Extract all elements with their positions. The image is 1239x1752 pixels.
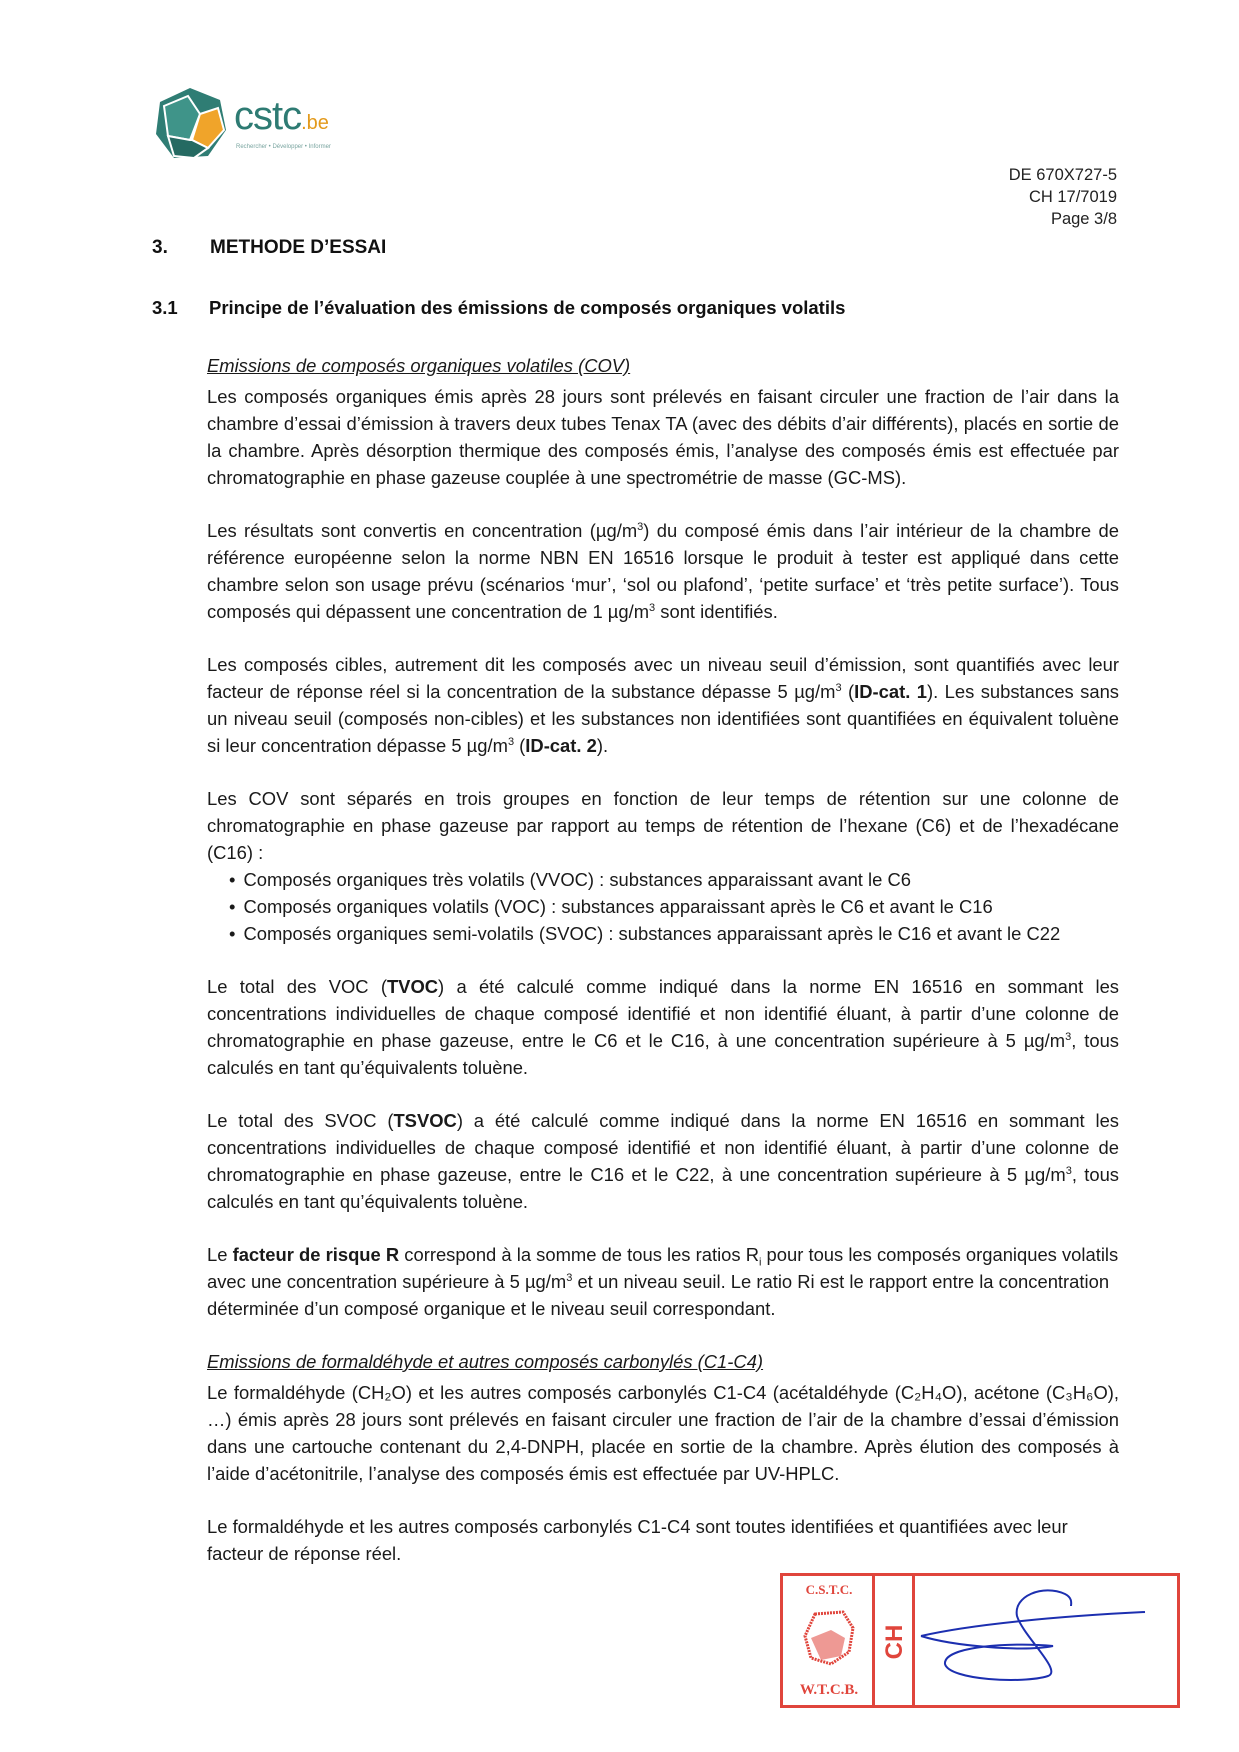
list-item: • Composés organiques semi-volatils (SVOC) : substances apparaissant après le C16 et avant le C22 <box>243 920 1119 947</box>
carbonyl-heading: Emissions de formaldéhyde et autres composés carbonylés (C1-C4) <box>207 1351 764 1372</box>
document-reference <box>1009 164 1117 230</box>
stamp-top-text: C.S.T.C. <box>805 1582 853 1597</box>
file-number: CH 17/7019 <box>1028 188 1117 206</box>
report-number: DE 670X727-5 <box>1008 166 1117 184</box>
tsvoc-paragraph: Le total des SVOC (TSVOC) a été calculé comme indiqué dans la norme EN 16516 en sommant les concentrations individuelles de chaque composé identifié et non identifié éluant, à partir d’une colonne de chromatographie en phase gazeuse, entre le C16 et le C22, à une concentration supérieure à 5 $\mu g/m^3$, tous calculés en tant qu’équivalents toluène. <box>207 1110 1119 1212</box>
list-item: • Composés organiques volatils (VOC) : substances apparaissant après le C6 et avant le C16 <box>243 893 1119 920</box>
logo-tagline: Rechercher • Développer • Informer <box>236 144 331 150</box>
cov-paragraph-sampling: Les composés organiques émis après 28 jours sont prélevés en faisant circuler une fraction de l’air dans la chambre d’essai d’émission à travers deux tubes Tenax TA (avec des débits d’air différents), placés en sortie de la chambre. Après désorption thermique des composés émis, l’analyse des composés émis est effectuée par chromatographie en phase gazeuse couplée à une spectrométrie de masse (GC-MS). <box>207 386 1119 488</box>
page-number: Page 3/8 <box>1050 210 1117 228</box>
subsection-title: Principe de l’évaluation des émissions de composés organiques volatils <box>209 297 846 318</box>
subsection-number: 3.1 <box>152 297 178 318</box>
tvoc-paragraph: Le total des VOC (TVOC) a été calculé comme indiqué dans la norme EN 16516 en sommant les concentrations individuelles de chaque composé identifié et non identifié éluant, à partir d’une colonne de chromatographie en phase gazeuse, entre le C6 et le C16, à une concentration supérieure à 5 $\mu g/m^3$, tous calculés en tant qu’équivalents toluène. <box>207 976 1120 1078</box>
stamp-emblem-cell <box>783 1576 875 1705</box>
logo-wordmark: cstc <box>234 94 302 138</box>
stamp-initials-cell <box>875 1576 915 1705</box>
carbonyl-paragraph-sampling: Le formaldéhyde (CH₂O) et les autres composés carbonylés C1-C4 (acétaldéhyde (C₂H₄O), acétone (C₃H₆O), …) émis après 28 jours sont prélevés en faisant circuler une fraction de l’air de la chambre d’essai d’émission dans une cartouche contenant du 2,4-DNPH, placée en sortie de la chambre. Après élution des composés à l’aide d’acétonitrile, l’analyse des composés émis est effectuée par UV-HPLC. <box>207 1382 1119 1484</box>
section-number: 3. <box>152 237 168 258</box>
cov-paragraph-groups: Les COV sont séparés en trois groupes en fonction de leur temps de rétention sur une colonne de chromatographie en phase gazeuse par rapport au temps de rétention de l’hexane (C6) et de l’hexadécane (C16) : <box>207 788 1119 863</box>
cov-paragraph-targets: Les composés cibles, autrement dit les composés avec un niveau seuil d’émission, sont quantifiés avec leur facteur de réponse réel si la concentration de la substance dépasse 5 $\mu g/m^3$ (ID-cat. 1). Les substances sans un niveau seuil (composés non-cibles) et les substances non identifiées sont quantifiées en équivalent toluène si leur concentration dépasse 5 $\mu g/m^3$ (ID-cat. 2). <box>207 654 1120 756</box>
list-item: • Composés organiques très volatils (VVOC) : substances apparaissant avant le C6 <box>243 866 1119 893</box>
cov-paragraph-results: Les résultats sont convertis en concentration $(\mu g/m^3)$ du composé émis dans l’air intérieur de la chambre de référence européenne selon la norme NBN EN 16516 lorsque le produit à tester est appliqué dans cette chambre selon son usage prévu (scénarios ‘mur’, ‘sol ou plafond’, ‘petite surface’ et ‘très petite surface’). Tous composés qui dépassent une concentration de 1 $\mu g/m^3$ sont identifiés. <box>207 520 1119 622</box>
approval-stamp <box>780 1573 1180 1708</box>
cov-heading: Emissions de composés organiques volatiles (COV) <box>207 355 631 376</box>
stamp-initials: CH <box>881 1624 908 1660</box>
cstc-logo <box>150 84 360 164</box>
cov-section <box>207 352 1119 1567</box>
stamp-bottom-text: W.T.C.B. <box>799 1682 859 1698</box>
risk-factor-paragraph: Le facteur de risque R correspond à la somme de tous les ratios $R_i$ pour tous les composés organiques volatils avec une concentration supérieure à 5 $\mu g/m^3$ et un niveau seuil. Le ratio Ri est le rapport entre la concentration déterminée d’un composé organique et le niveau seuil correspondant. <box>207 1244 1119 1319</box>
carbonyl-paragraph-quantification: Le formaldéhyde et les autres composés carbonylés C1-C4 sont toutes identifiées et quantifiées avec leur facteur de réponse réel. <box>207 1516 1068 1564</box>
section-heading <box>152 237 386 259</box>
cov-groups-list <box>207 866 1119 947</box>
subsection-heading <box>152 297 845 319</box>
stamp-emblem-icon <box>801 1608 857 1668</box>
section-title: METHODE D’ESSAI <box>210 237 387 258</box>
signature-icon <box>913 1576 1183 1706</box>
dodecahedron-logo-icon <box>150 84 230 164</box>
logo-tld: .be <box>301 112 329 134</box>
